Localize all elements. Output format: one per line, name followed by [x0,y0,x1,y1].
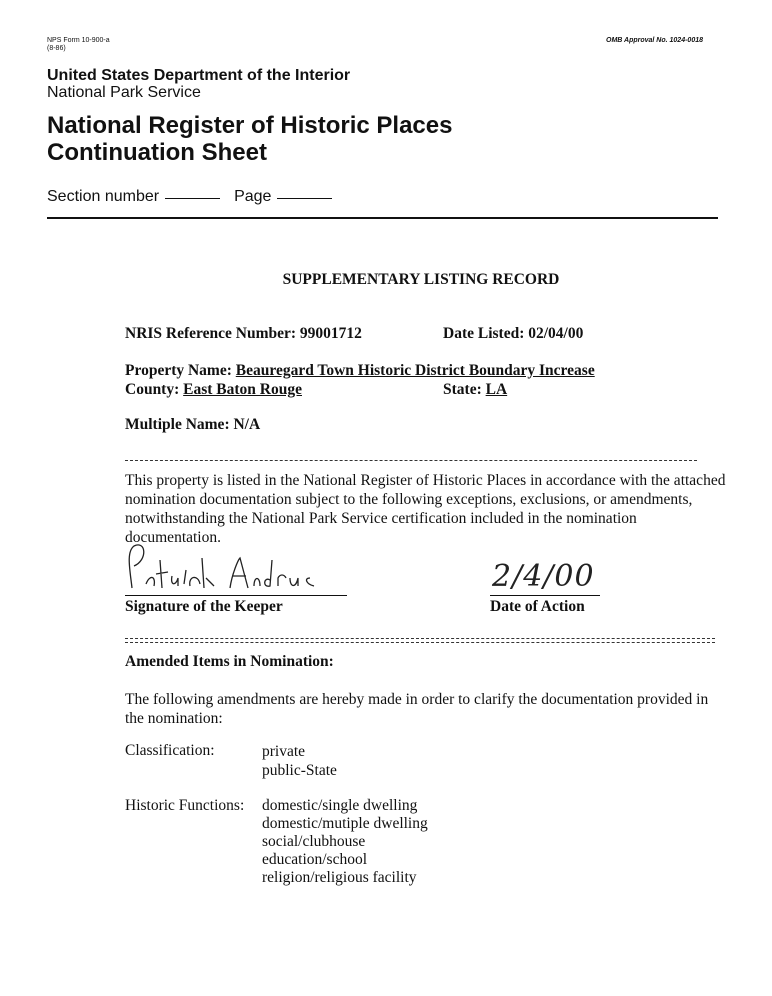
double-divider [125,638,715,643]
section-page-fields: Section number Page [47,188,346,206]
agency: National Park Service [47,84,201,101]
department: United States Department of the Interior [47,67,351,84]
header-divider [47,217,718,219]
multiple-name: Multiple Name: N/A [125,416,261,433]
state: State: LA [443,381,508,398]
date-listed: Date Listed: 02/04/00 [443,325,584,342]
date-of-action-label: Date of Action [490,598,585,615]
form-number: NPS Form 10-900-a (8-86) [47,37,110,52]
keeper-signature [120,540,350,600]
functions-values: domestic/single dwelling domestic/mutiple dwelling social/clubhouse education/school religion/religious facility [262,797,428,886]
signature-line [125,595,347,596]
record-heading: SUPPLEMENTARY LISTING RECORD [282,271,560,288]
functions-label: Historic Functions: [125,797,245,814]
signature-label: Signature of the Keeper [125,598,283,615]
action-date-handwritten: 2/4/00 [492,559,595,594]
page-title: National Register of Historic Places Continuation Sheet [47,112,453,166]
classification-values: private public-State [262,743,337,779]
listing-paragraph: This property is listed in the National Register of Historic Places in accordance with the attached nomination documentation subject to the following exceptions, exclusions, or amendments, notwithstanding the National Park Service certification included in the nomination documentation. [125,472,726,546]
nris-number: NRIS Reference Number: 99001712 [125,325,362,342]
amended-intro: The following amendments are hereby made in order to clarify the documentation provided in the nomination: [125,691,709,727]
dashed-divider [125,460,697,461]
omb-approval: OMB Approval No. 1024-0018 [606,37,703,44]
property-name: Property Name: Beauregard Town Historic District Boundary Increase [125,362,595,379]
amended-heading: Amended Items in Nomination: [125,653,334,670]
date-line [490,595,600,596]
classification-label: Classification: [125,742,215,759]
county: County: East Baton Rouge [125,381,302,398]
